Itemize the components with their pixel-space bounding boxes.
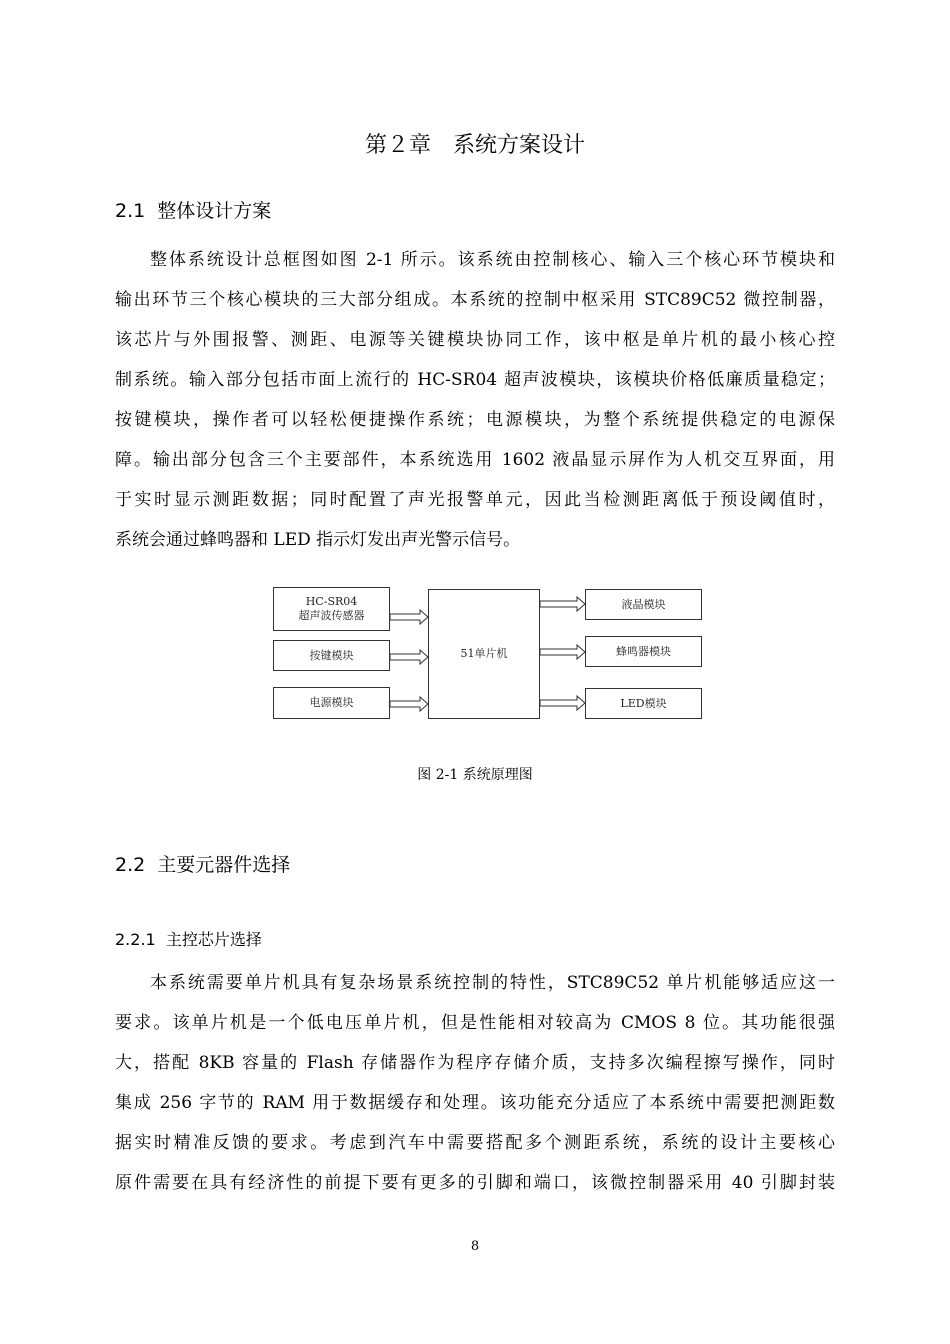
diagram-label: 液晶模块 — [621, 597, 666, 611]
text-line: 据实时精准反馈的要求。考虑到汽车中需要搭配多个测距系统，系统的设计主要核心 — [115, 1133, 835, 1153]
diagram-label: 蜂鸣器模块 — [616, 644, 671, 658]
text-line: 大，搭配 8KB 容量的 Flash 存储器作为程序存储介质，支持多次编程擦写操作，同时 — [115, 1053, 835, 1073]
section-heading-2-2: 2.2 主要元器件选择 — [115, 854, 291, 876]
arrow-icon — [390, 697, 428, 711]
diagram-label: 51单片机 — [460, 647, 508, 660]
text-line: 该芯片与外围报警、测距、电源等关键模块协同工作，该中枢是单片机的最小核心控 — [115, 330, 835, 350]
text-line: 要求。该单片机是一个低电压单片机，但是性能相对较高为 CMOS 8 位。其功能很强 — [115, 1013, 835, 1033]
text-line: 于实时显示测距数据；同时配置了声光报警单元，因此当检测距离低于预设阈值时， — [115, 490, 835, 510]
figure-caption: 图 2-1 系统原理图 — [417, 767, 533, 783]
page-number: 8 — [470, 1239, 480, 1254]
section-heading-2-1: 2.1 整体设计方案 — [115, 200, 272, 222]
chapter-title: 第２章 系统方案设计 — [364, 133, 585, 158]
text-line: 障。输出部分包含三个主要部件，本系统选用 1602 液晶显示屏作为人机交互界面，用 — [115, 450, 835, 470]
text-line: 集成 256 字节的 RAM 用于数据缓存和处理。该功能充分适应了本系统中需要把测距数 — [115, 1093, 835, 1113]
arrow-icon — [390, 650, 428, 664]
diagram-label: 按键模块 — [309, 648, 354, 662]
diagram-label: LED模块 — [620, 696, 667, 710]
diagram-label: 超声波传感器 — [298, 609, 365, 622]
diagram-label: HC-SR04 — [305, 595, 358, 608]
arrow-icon — [540, 597, 585, 611]
subsection-heading-2-2-1: 2.2.1 主控芯片选择 — [115, 930, 262, 949]
text-line: 本系统需要单片机具有复杂场景系统控制的特性，STC89C52 单片机能够适应这一 — [150, 973, 835, 993]
arrow-icon — [540, 696, 585, 710]
diagram-label: 电源模块 — [309, 696, 354, 709]
text-line: 系统会通过蜂鸣器和 LED 指示灯发出声光警示信号。 — [115, 530, 521, 550]
arrow-icon — [540, 645, 585, 659]
text-line: 按键模块，操作者可以轻松便捷操作系统；电源模块，为整个系统提供稳定的电源保 — [115, 410, 835, 430]
text-line: 输出环节三个核心模块的三大部分组成。本系统的控制中枢采用 STC89C52 微控制器， — [115, 290, 835, 310]
text-line: 制系统。输入部分包括市面上流行的 HC-SR04 超声波模块，该模块价格低廉质量稳定； — [115, 370, 835, 390]
text-line: 原件需要在具有经济性的前提下要有更多的引脚和端口，该微控制器采用 40 引脚封装 — [115, 1173, 835, 1193]
text-line: 整体系统设计总框图如图 2-1 所示。该系统由控制核心、输入三个核心环节模块和 — [150, 250, 835, 270]
arrow-icon — [390, 610, 428, 624]
